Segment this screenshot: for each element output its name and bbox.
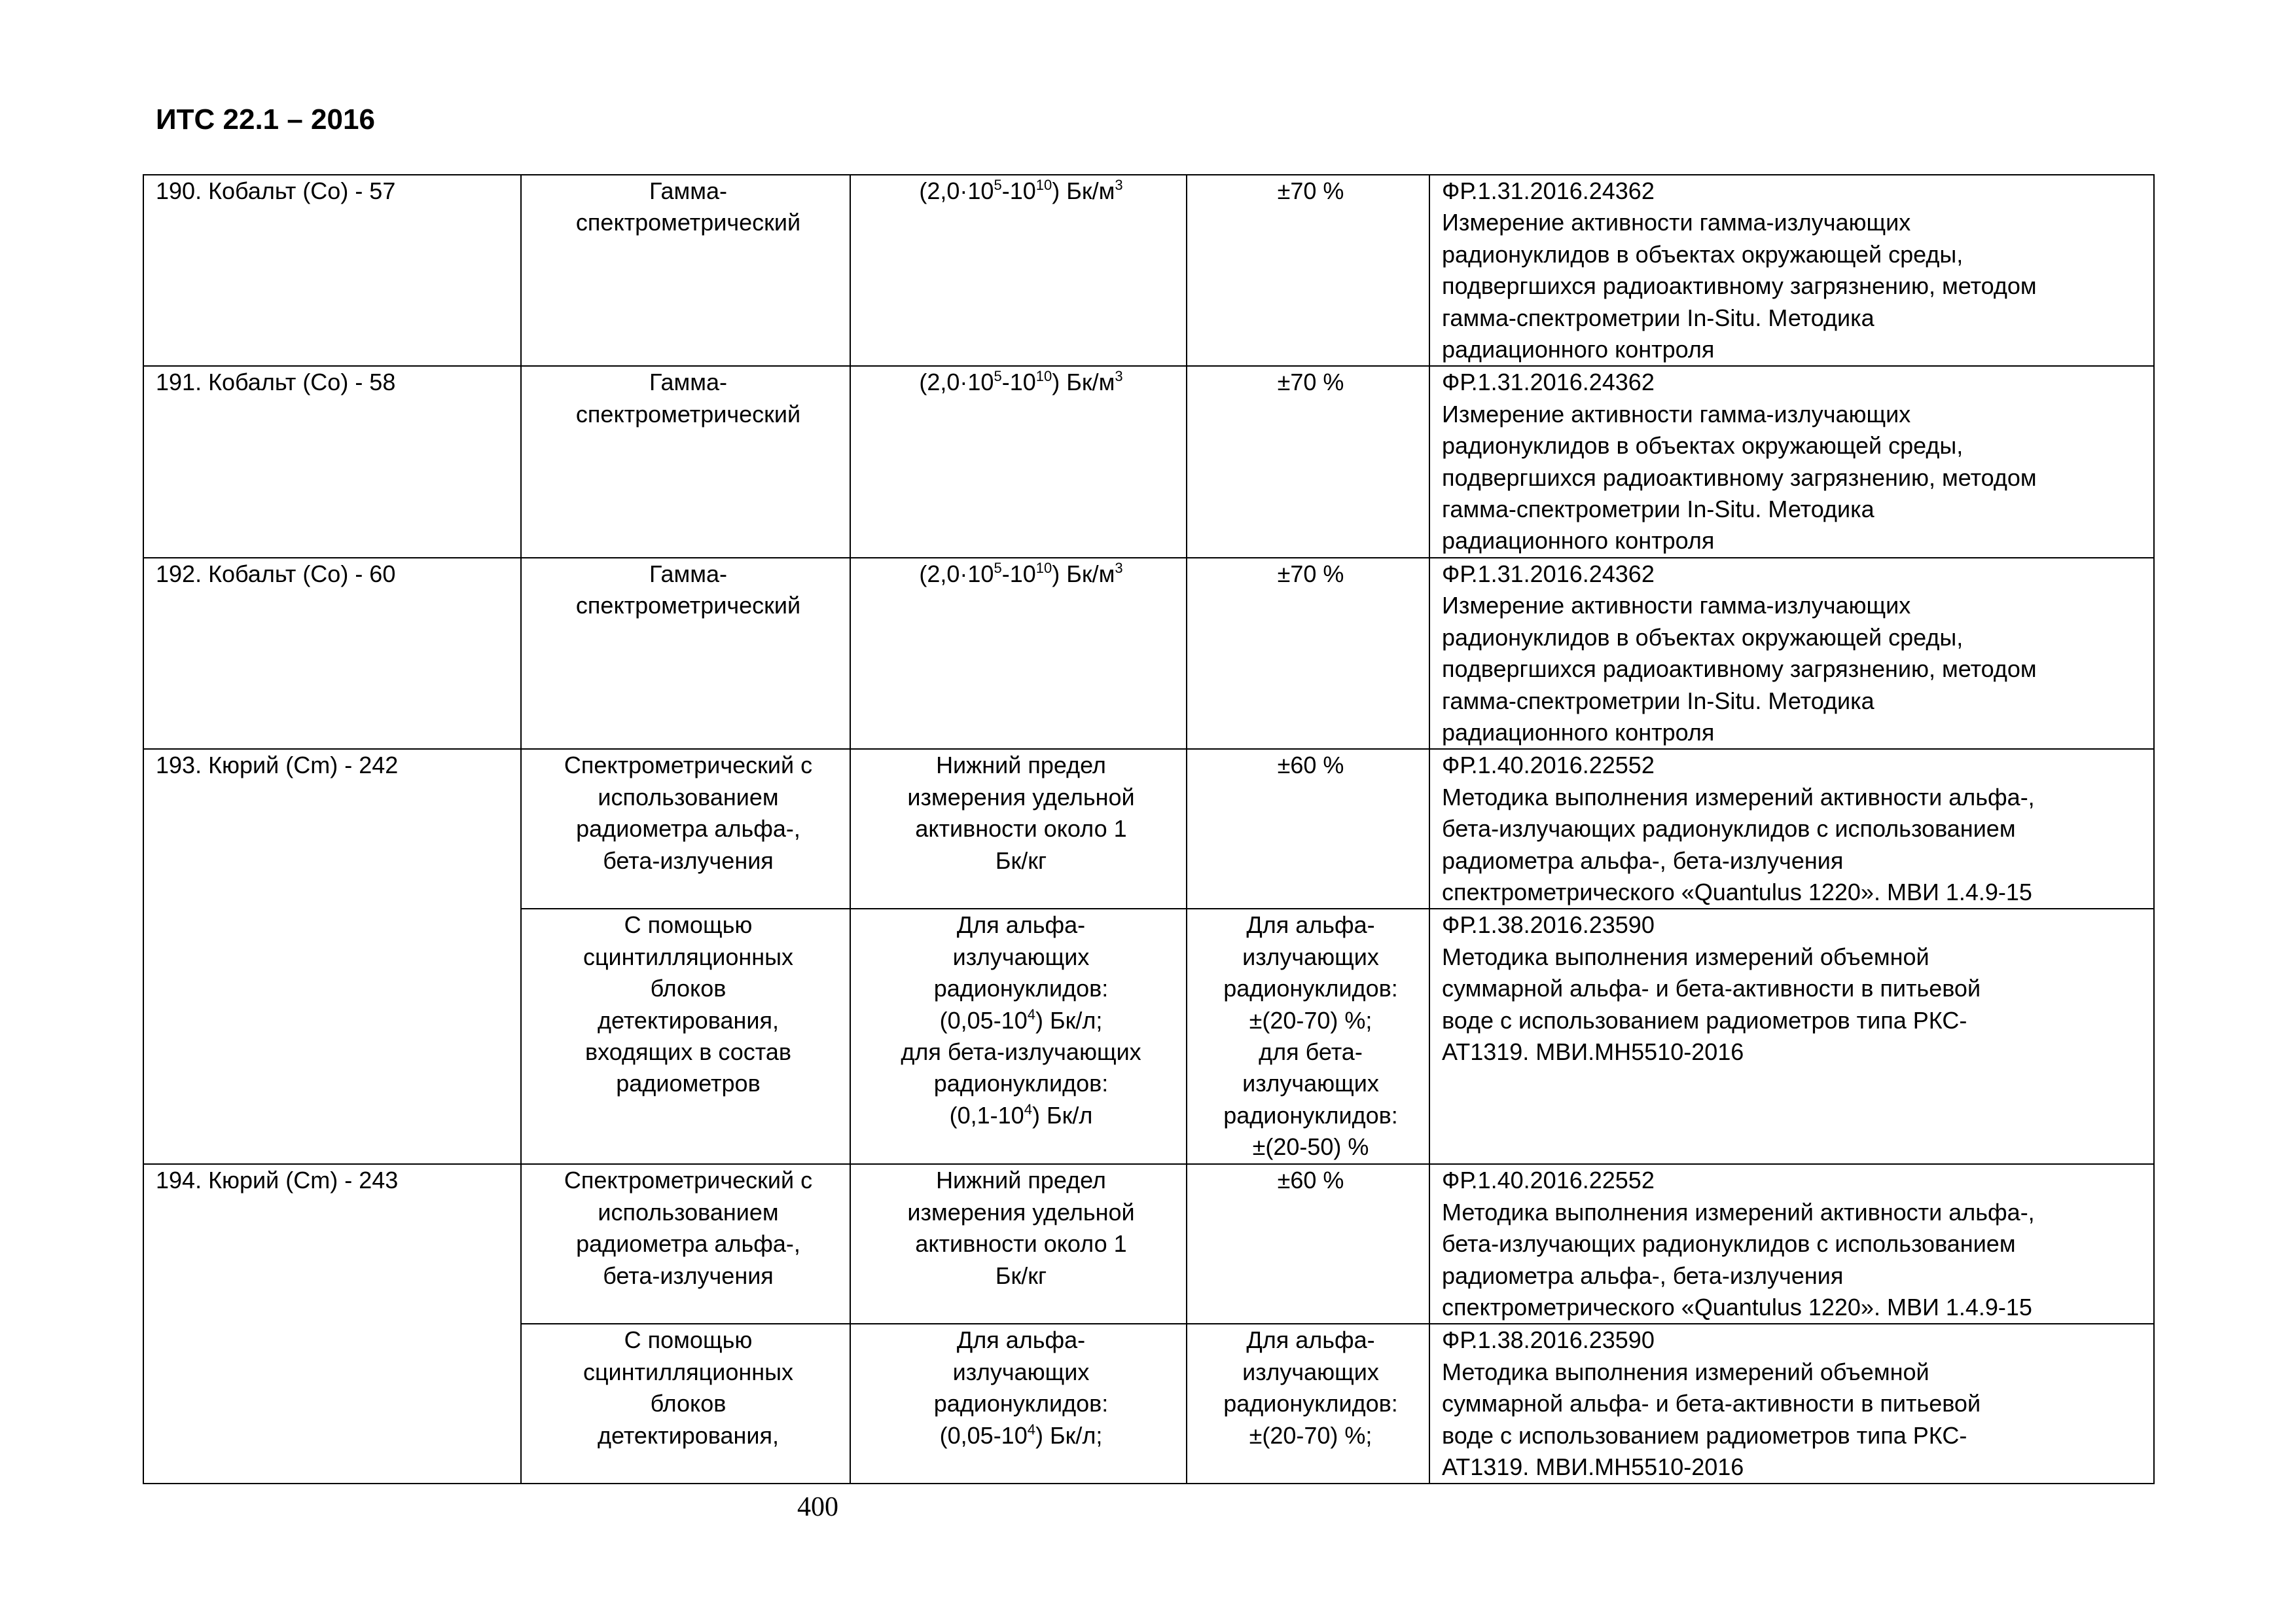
error-cell: ±70 %	[1187, 558, 1429, 749]
document-cell: ФР.1.40.2016.22552 Методика выполнения измерений активности альфа-, бета-излучающих радионуклидов с использованием радиометра альфа-, бета-излучения спектрометрического «Quantulus 1220». МВИ 1.4.9-15	[1429, 1164, 2154, 1324]
method-cell: Спектрометрический с использованием радиометра альфа-, бета-излучения	[521, 749, 850, 909]
method-cell: С помощью сцинтилляционных блоков детектирования, входящих в состав радиометров	[521, 909, 850, 1164]
error-cell: ±70 %	[1187, 366, 1429, 557]
error-cell: Для альфа- излучающих радионуклидов: ±(20-70) %; для бета- излучающих радионуклидов: ±(20-50) %	[1187, 909, 1429, 1164]
nuclide-name-cell: 190. Кобальт (Co) - 57	[143, 175, 521, 366]
range-cell: $(2,0\cdot 10^5-10^{10})$ $Бк/м^3$	[850, 175, 1187, 366]
error-cell: Для альфа- излучающих радионуклидов: ±(20-70) %;	[1187, 1324, 1429, 1484]
method-cell: Гамма- спектрометрический	[521, 558, 850, 749]
error-cell: ±70 %	[1187, 175, 1429, 366]
table-row	[143, 1164, 2154, 1324]
nuclide-name-cell: 192. Кобальт (Co) - 60	[143, 558, 521, 749]
document-cell: ФР.1.38.2016.23590 Методика выполнения измерений объемной суммарной альфа- и бета-активности в питьевой воде с использованием радиометров типа РКС- АТ1319. МВИ.МН5510-2016	[1429, 909, 2154, 1164]
error-cell: ±60 %	[1187, 1164, 1429, 1324]
nuclide-name-cell: 193. Кюрий (Cm) - 242	[143, 749, 521, 1164]
document-cell: ФР.1.31.2016.24362 Измерение активности гамма-излучающих радионуклидов в объектах окружающей среды, подвергшихся радиоактивному загрязнению, методом гамма-спектрометрии In-Situ. Методика радиационного контроля	[1429, 175, 2154, 366]
document-cell: ФР.1.31.2016.24362 Измерение активности гамма-излучающих радионуклидов в объектах окружающей среды, подвергшихся радиоактивному загрязнению, методом гамма-спектрометрии In-Situ. Методика радиационного контроля	[1429, 558, 2154, 749]
table-row	[143, 558, 2154, 749]
table-row	[143, 366, 2154, 557]
error-cell: ±60 %	[1187, 749, 1429, 909]
document-header: ИТС 22.1 – 2016	[156, 103, 375, 136]
table-row	[143, 175, 2154, 366]
method-cell: Гамма- спектрометрический	[521, 175, 850, 366]
range-cell: Нижний предел измерения удельной активности около 1 Бк/кг	[850, 749, 1187, 909]
range-cell: Для альфа- излучающих радионуклидов: $(0,05-10^4)$ Бк/л;	[850, 1324, 1187, 1484]
range-cell: $(2,0\cdot 10^5-10^{10})$ $Бк/м^3$	[850, 558, 1187, 749]
table-row	[143, 749, 2154, 909]
range-cell: Нижний предел измерения удельной активности около 1 Бк/кг	[850, 1164, 1187, 1324]
range-cell: $(2,0\cdot 10^5-10^{10})$ $Бк/м^3$	[850, 366, 1187, 557]
nuclide-name-cell: 191. Кобальт (Co) - 58	[143, 366, 521, 557]
nuclide-name-cell: 194. Кюрий (Cm) - 243	[143, 1164, 521, 1484]
method-cell: Гамма- спектрометрический	[521, 366, 850, 557]
method-cell: Спектрометрический с использованием радиометра альфа-, бета-излучения	[521, 1164, 850, 1324]
range-cell: Для альфа- излучающих радионуклидов: $(0,05-10^4)$ Бк/л; для бета-излучающих радионуклидов: $(0,1-10^4)$ Бк/л	[850, 909, 1187, 1164]
method-cell: С помощью сцинтилляционных блоков детектирования,	[521, 1324, 850, 1484]
document-cell: ФР.1.31.2016.24362 Измерение активности гамма-излучающих радионуклидов в объектах окружающей среды, подвергшихся радиоактивному загрязнению, методом гамма-спектрометрии In-Situ. Методика радиационного контроля	[1429, 366, 2154, 557]
document-cell: ФР.1.38.2016.23590 Методика выполнения измерений объемной суммарной альфа- и бета-активности в питьевой воде с использованием радиометров типа РКС- АТ1319. МВИ.МН5510-2016	[1429, 1324, 2154, 1484]
radionuclide-methods-table	[143, 174, 2155, 1484]
document-cell: ФР.1.40.2016.22552 Методика выполнения измерений активности альфа-, бета-излучающих радионуклидов с использованием радиометра альфа-, бета-излучения спектрометрического «Quantulus 1220». МВИ 1.4.9-15	[1429, 749, 2154, 909]
page-number: 400	[797, 1492, 838, 1522]
